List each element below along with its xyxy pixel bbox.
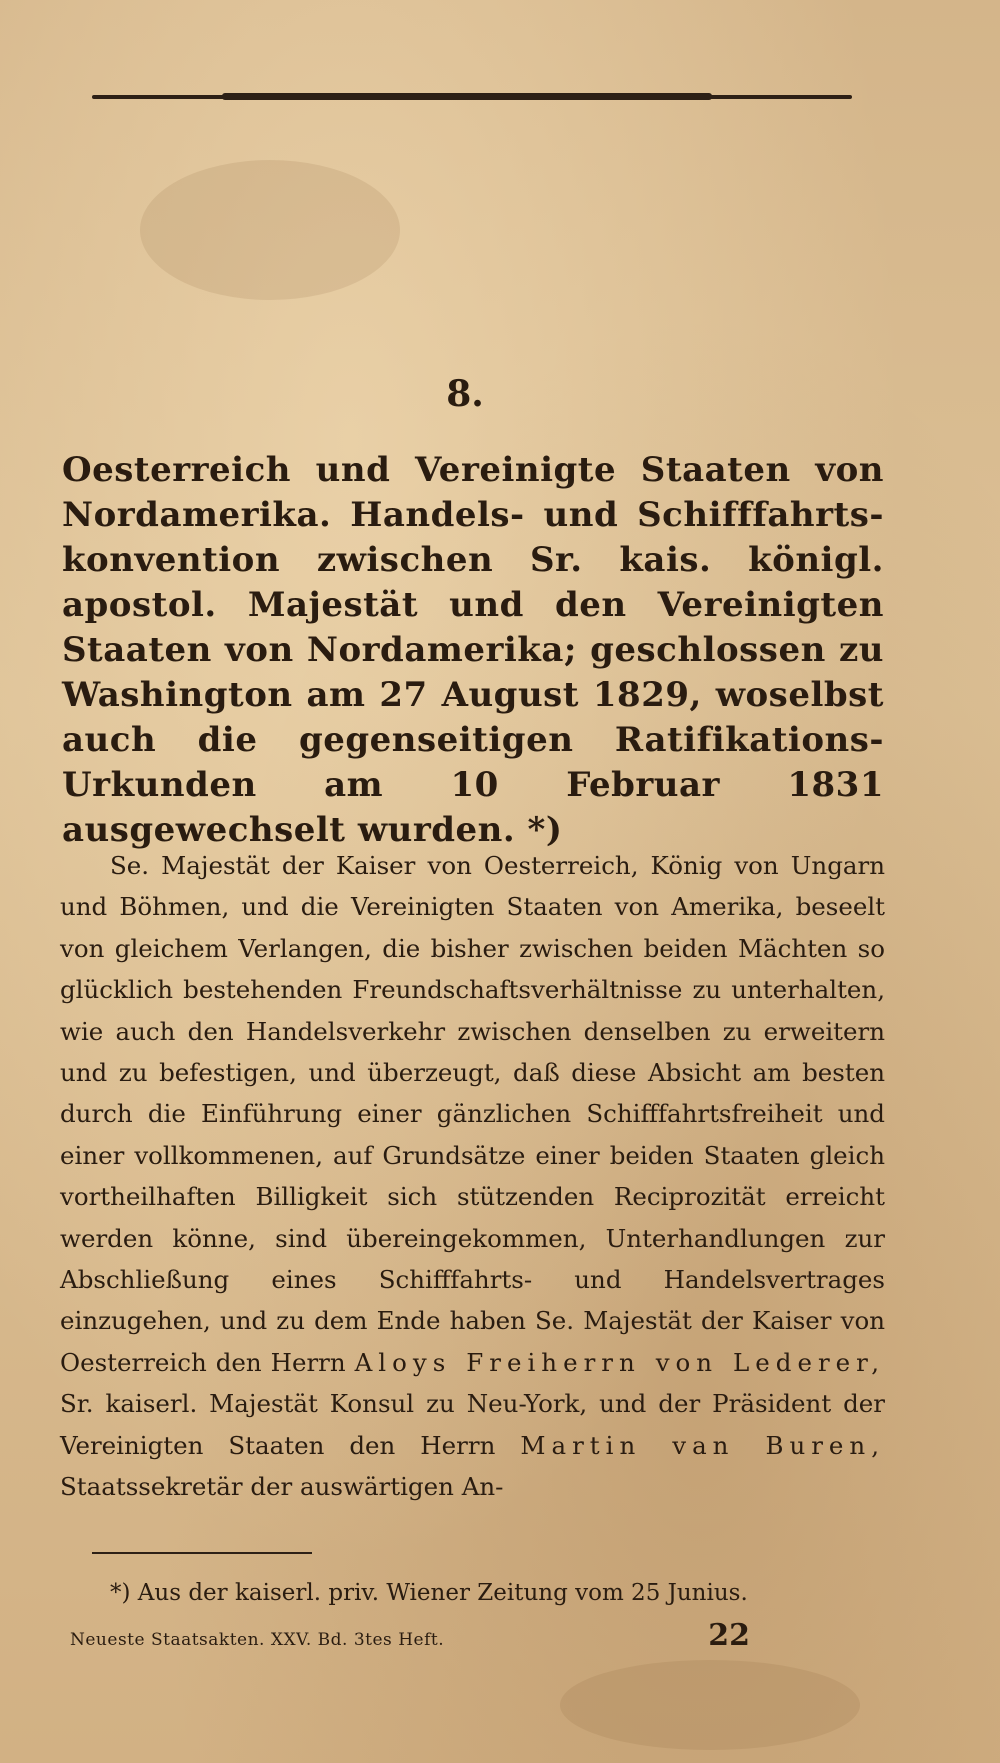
body-paragraph	[60, 845, 885, 1508]
paper-stain	[560, 1660, 860, 1750]
footnote: *) Aus der kaiserl. priv. Wiener Zeitung vom 25 Junius.	[110, 1580, 748, 1606]
footnote-rule	[92, 1552, 312, 1554]
person-name-lederer: Aloys Freiherrn von Lederer,	[354, 1347, 885, 1377]
body-text: Staatssekretär der auswärtigen An-	[60, 1472, 504, 1502]
sheet-number: 22	[708, 1618, 750, 1653]
signature-mark: Neueste Staatsakten. XXV. Bd. 3tes Heft.	[70, 1630, 445, 1650]
body-text: Sr. kaiserl. Majestät Konsul zu Neu-York, und der Präsident der Vereinigten Staaten den Herrn	[60, 1389, 885, 1460]
section-heading: Oesterreich und Vereinigte Staaten von Nordamerika. Handels- und Schifffahrts-konvention zwischen Sr. kais. königl. apostol. Majestät und den Vereinigten Staaten von Nordamerika; geschlossen zu Washington am 27 August 1829, woselbst auch die gegenseitigen Ratifikations-Urkunden am 10 Februar 1831 ausgewechselt wurden. *)	[62, 450, 884, 850]
person-name-van-buren: Martin van Buren,	[520, 1430, 885, 1460]
header-rule	[92, 95, 852, 99]
signature-line	[70, 1618, 750, 1653]
page-number: 8.	[446, 373, 484, 415]
paper-stain	[140, 160, 400, 300]
body-text: Se. Majestät der Kaiser von Oesterreich, König von Ungarn und Böhmen, und die Vereinigten Staaten von Amerika, beseelt von gleichem Verlangen, die bisher zwischen beiden Mächten so glücklich bestehenden Freundschaftsverhältnisse zu unterhalten, wie auch den Handelsverkehr zwischen denselben zu erweitern und zu befestigen, und überzeugt, daß diese Absicht am besten durch die Einführung einer gänzlichen Schifffahrtsfreiheit und einer vollkommenen, auf Grundsätze einer beiden Staaten gleich vortheilhaften Billigkeit sich stützenden Reciprozität erreicht werden könne, sind übereingekommen, Unterhandlungen zur Abschließung eines Schifffahrts- und Handelsvertrages einzugehen, und zu dem Ende haben Se. Majestät der Kaiser von Oesterreich den Herrn	[60, 851, 885, 1377]
